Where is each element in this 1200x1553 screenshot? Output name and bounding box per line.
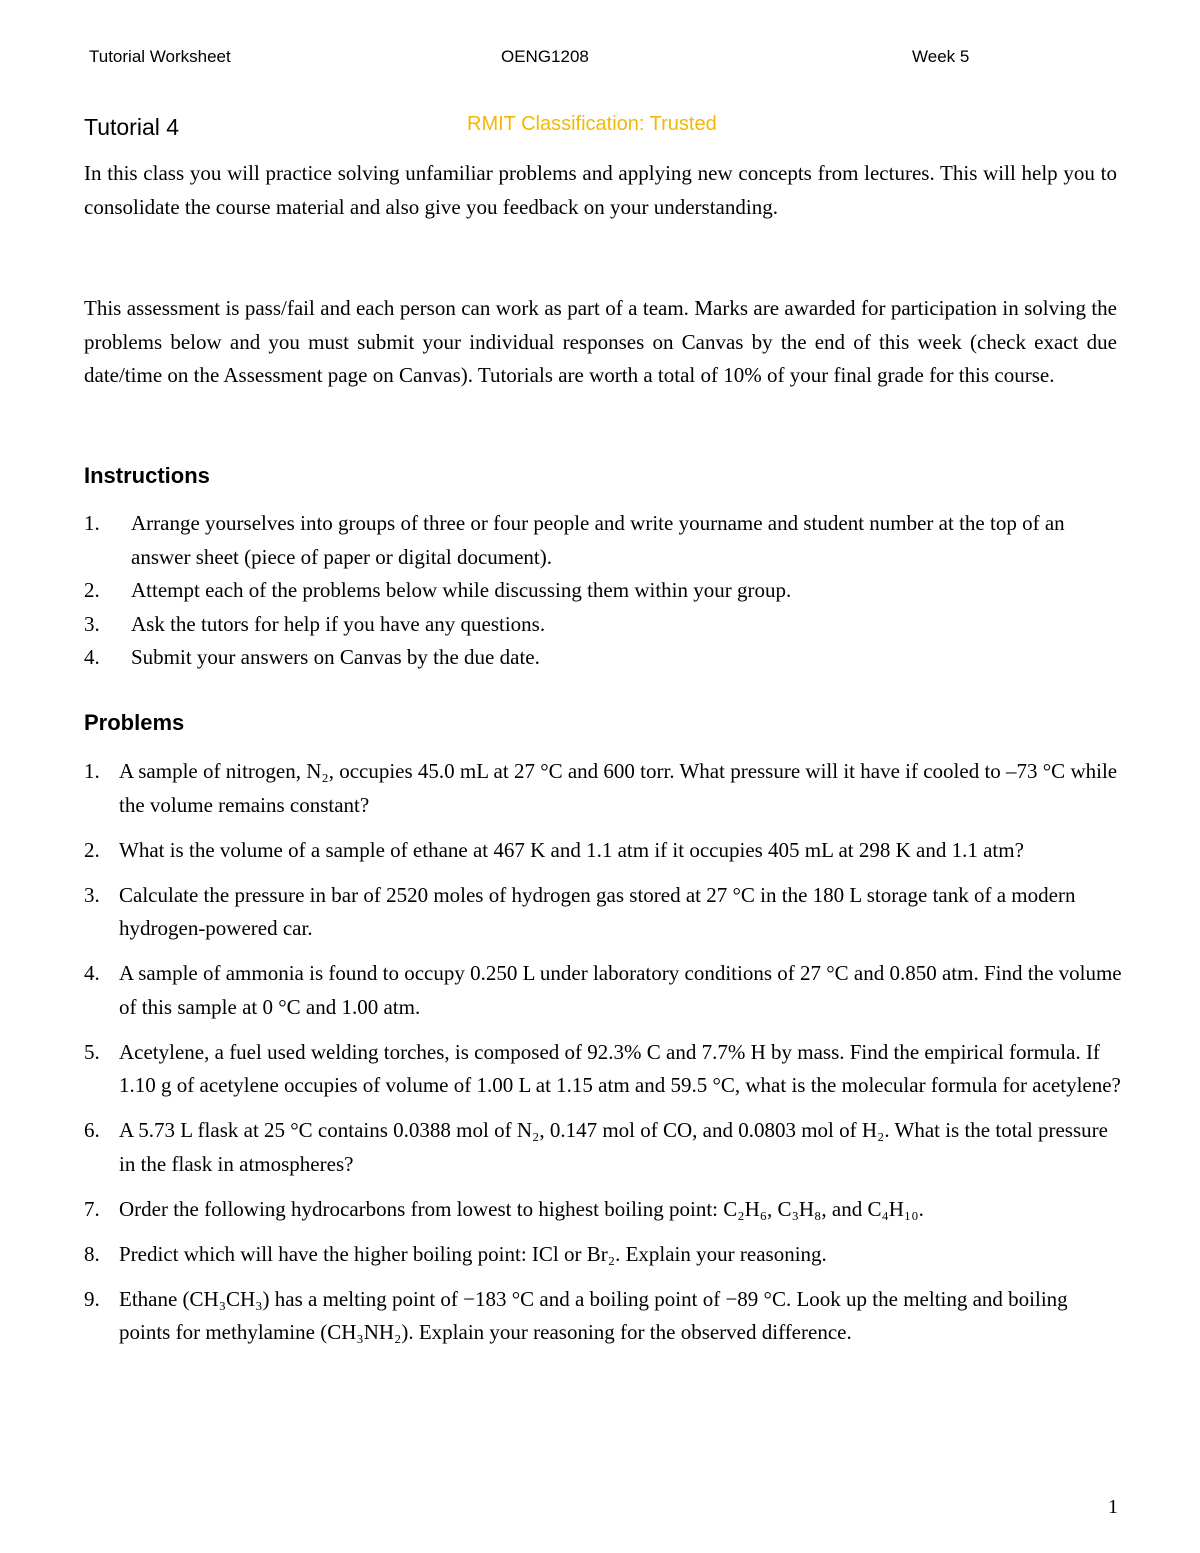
problem-text: What is the volume of a sample of ethane at 467 K and 1.1 atm if it occupies 405 mL at 298 K and 1.1 atm? (119, 837, 1024, 862)
problem-item (84, 1036, 1124, 1103)
assessment-paragraph: This assessment is pass/fail and each person can work as part of a team. Marks are awarded for participation in solving the problems below and you must submit your individual responses on Canvas by the end of this week (check exact due date/time on the Assessment page on Canvas). Tutorials are worth a total of 10% of your final grade for this course. (84, 296, 1117, 387)
page-title: Tutorial 4 (84, 114, 180, 140)
problem-text: Order the following hydrocarbons from lowest to highest boiling point: C₂H₆, C₃H₈, and C₄H₁₀. (119, 1196, 924, 1221)
item-number: 8. (84, 1241, 100, 1266)
problem-text: A sample of nitrogen, N₂, occupies 45.0 mL at 27 °C and 600 torr. What pressure will it have if cooled to –73 °C while the volume remains constant? (119, 759, 1118, 817)
item-number: 2. (84, 578, 100, 602)
problem-item (84, 1193, 1124, 1227)
instructions-heading: Instructions (84, 463, 210, 488)
item-text: Submit your answers on Canvas by the due date. (131, 645, 540, 669)
instructions-list (84, 507, 1124, 675)
list-item (84, 641, 1124, 675)
item-number: 2. (84, 837, 100, 862)
header-course-code: OENG1208 (501, 47, 589, 66)
problem-item (84, 957, 1124, 1024)
item-number: 9. (84, 1286, 100, 1311)
item-text: Arrange yourselves into groups of three or four people and write yourname and student number at the top of an answer sheet (piece of paper or digital document). (131, 511, 1065, 569)
problem-item (84, 834, 1124, 868)
problem-item (84, 755, 1124, 822)
problem-text: Calculate the pressure in bar of 2520 moles of hydrogen gas stored at 27 °C in the 180 L storage tank of a modern hydrogen-powered car. (119, 882, 1076, 940)
problem-text: A 5.73 L flask at 25 °C contains 0.0388 mol of N₂, 0.147 mol of CO, and 0.0803 mol of H₂. What is the total pressure in the flask in atmospheres? (119, 1118, 1108, 1176)
problem-text: Predict which will have the higher boiling point: ICl or Br₂. Explain your reasoning. (119, 1241, 827, 1266)
problem-item (84, 879, 1124, 946)
problem-text: A sample of ammonia is found to occupy 0.250 L under laboratory conditions of 27 °C and 0.850 atm. Find the volume of this sample at 0 °C and 1.00 atm. (119, 961, 1122, 1019)
page-number: 1 (1108, 1496, 1118, 1518)
problems-heading: Problems (84, 710, 185, 735)
item-number: 7. (84, 1196, 100, 1221)
list-item (84, 608, 1124, 642)
list-item (84, 507, 1124, 574)
item-number: 6. (84, 1118, 100, 1142)
item-number: 3. (84, 611, 100, 636)
problem-text: Acetylene, a fuel used welding torches, is composed of 92.3% C and 7.7% H by mass. Find the empirical formula. If 1.10 g of acetylene occupies of volume of 1.00 L at 1.15 atm and 59.5 °C, what is the molecular formula for acetylene? (119, 1039, 1121, 1097)
problem-text: Ethane (CH₃CH₃) has a melting point of −183 °C and a boiling point of −89 °C. Look up the melting and boiling points for methylamine (CH₃NH₂). Explain your reasoning for the observed difference. (119, 1286, 1068, 1344)
intro-paragraph: In this class you will practice solving unfamiliar problems and applying new concepts from lectures. This will help you to consolidate the course material and also give you feedback on your understanding. (84, 161, 1117, 219)
item-number: 5. (84, 1039, 100, 1064)
item-text: Attempt each of the problems below while discussing them within your group. (131, 578, 792, 602)
classification-label: RMIT Classification: Trusted (467, 113, 717, 135)
item-number: 3. (84, 882, 100, 907)
header-left: Tutorial Worksheet (89, 47, 231, 66)
item-number: 4. (84, 961, 100, 985)
header-week: Week 5 (912, 47, 970, 66)
problem-item (84, 1238, 1124, 1272)
problem-item (84, 1114, 1124, 1181)
problem-item (84, 1283, 1124, 1350)
list-item (84, 574, 1124, 608)
problems-list (84, 755, 1124, 1361)
item-text: Ask the tutors for help if you have any questions. (131, 611, 546, 636)
item-number: 4. (84, 645, 100, 669)
item-number: 1. (84, 511, 100, 535)
item-number: 1. (84, 759, 100, 783)
